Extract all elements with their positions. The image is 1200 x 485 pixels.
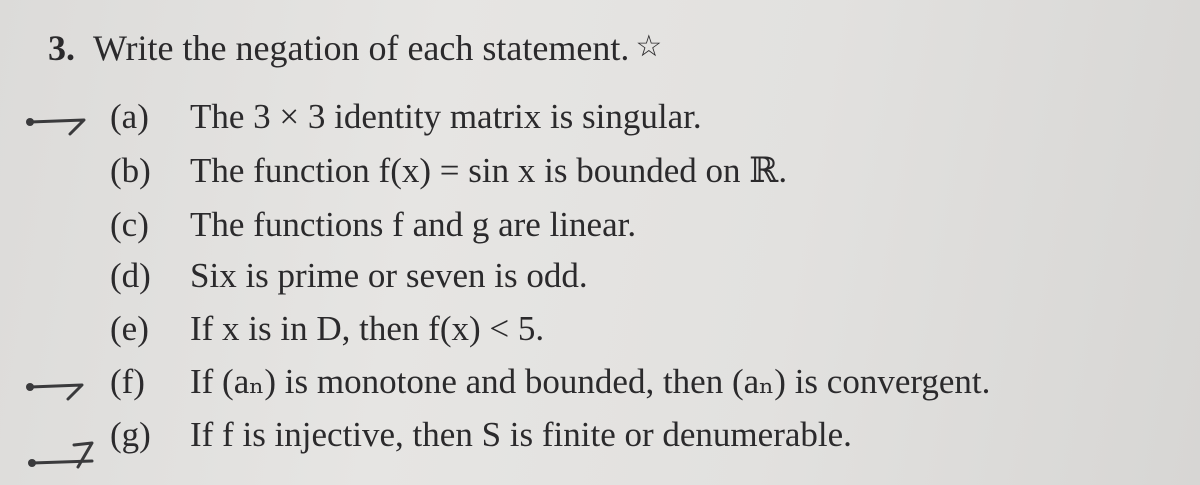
- arrow-mark-icon: [22, 425, 112, 465]
- statement-item-a: [110, 90, 702, 144]
- statement-label: (e): [110, 309, 149, 348]
- statement-label: (a): [110, 97, 149, 136]
- arrow-mark-icon: [22, 365, 112, 405]
- statement-label: (d): [110, 256, 151, 295]
- star-outline-icon: ☆: [635, 29, 663, 64]
- statement-label: (b): [110, 151, 151, 190]
- problem-number: 3.: [48, 28, 75, 68]
- arrow-mark-icon: [22, 100, 112, 140]
- statement-item-c: [110, 198, 636, 252]
- statement-item-d: [110, 249, 588, 303]
- statement-item-b: [110, 144, 787, 198]
- statement-label: (f): [110, 362, 145, 401]
- statement-text: The 3 × 3 identity matrix is singular.: [190, 97, 702, 136]
- statement-text: If (aₙ) is monotone and bounded, then (aₙ) is convergent.: [190, 362, 991, 401]
- statement-label: (c): [110, 205, 149, 244]
- statement-item-g: [110, 408, 852, 462]
- statement-text: The functions f and g are linear.: [190, 205, 637, 244]
- statement-item-e: [110, 302, 544, 356]
- statement-text: If f is injective, then S is finite or denumerable.: [190, 415, 852, 454]
- statement-text: Six is prime or seven is odd.: [190, 256, 588, 295]
- statement-label: (g): [110, 415, 151, 454]
- problem-title: Write the negation of each statement.: [93, 28, 630, 68]
- problem-header: [48, 26, 662, 73]
- statement-text: The function f(x) = sin x is bounded on ℝ.: [190, 151, 788, 190]
- statement-text: If x is in D, then f(x) < 5.: [190, 309, 545, 348]
- statement-item-f: [110, 355, 990, 409]
